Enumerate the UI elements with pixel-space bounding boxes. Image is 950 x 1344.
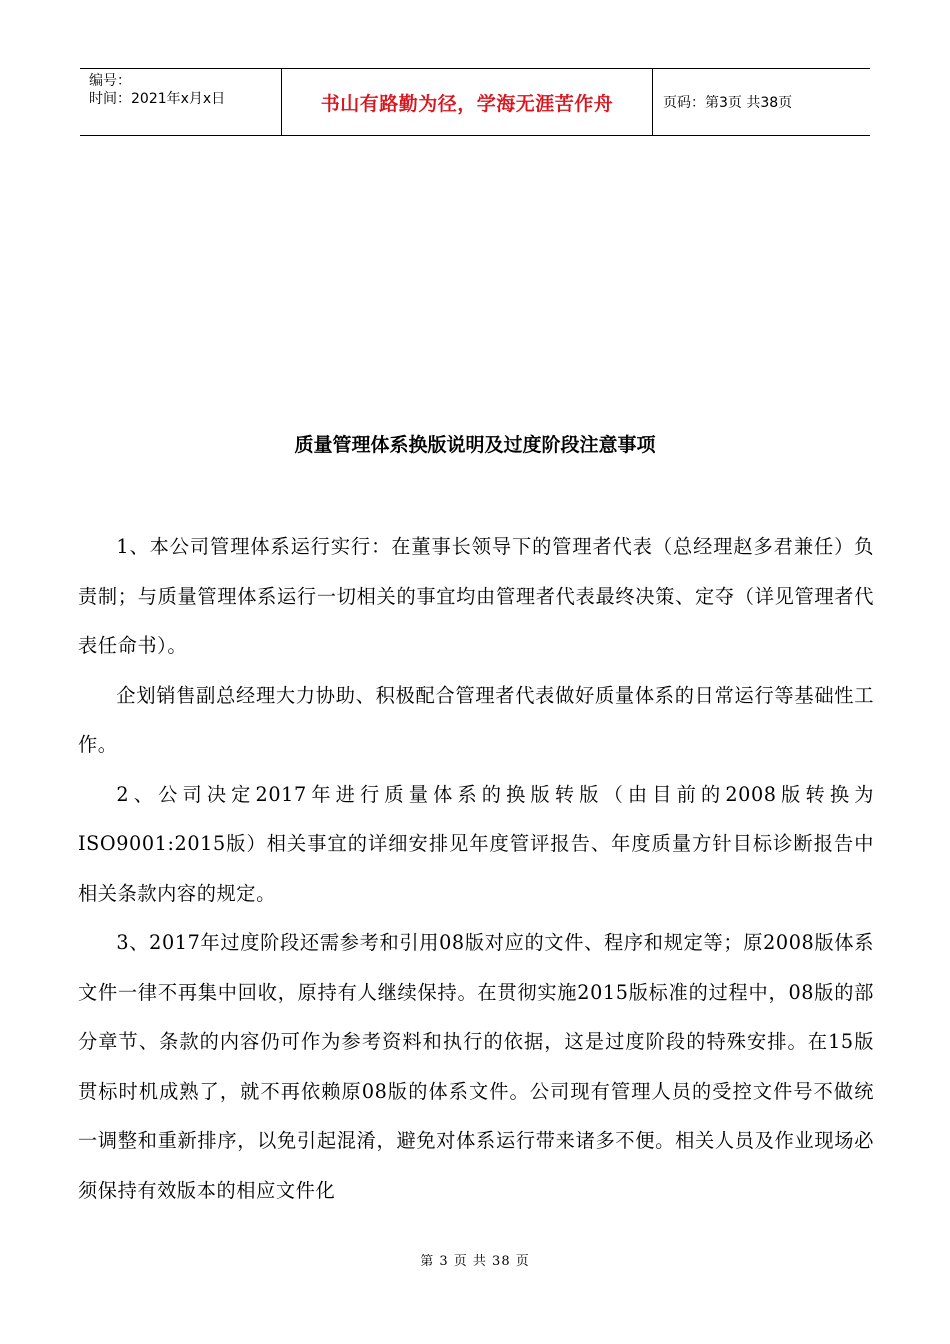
document-date-label: 时间：2021年x月x日 — [89, 91, 226, 107]
page-footer: 第 3 页 共 38 页 — [420, 1254, 530, 1269]
header-page-cell — [653, 69, 870, 135]
header-motto-cell — [282, 69, 653, 135]
document-number-label: 编号： — [89, 73, 131, 89]
header-motto: 书山有路勤为径，学海无涯苦作舟 — [320, 92, 614, 115]
paragraph: 企划销售副总经理大力协助、积极配合管理者代表做好质量体系的日常运行等基础性工作。 — [78, 683, 874, 756]
header-meta-cell — [80, 69, 282, 135]
document-title: 质量管理体系换版说明及过度阶段注意事项 — [294, 434, 656, 456]
page-header — [80, 68, 870, 136]
header-page-info: 页码：第3页 共38页 — [663, 95, 793, 111]
document-body — [78, 522, 874, 1215]
paragraph: 3、2017年过度阶段还需参考和引用08版对应的文件、程序和规定等；原2008版体系文件一律不再集中回收，原持有人继续保持。在贯彻实施2015版标准的过程中，08版的部分章节、条款的内容仍可作为参考资料和执行的依据，这是过度阶段的特殊安排。在15版贯标时机成熟了，就不再依赖原08版的体系文件。公司现有管理人员的受控文件号不做统一调整和重新排序，以免引起混淆，避免对体系运行带来诸多不便。相关人员及作业现场必须保持有效版本的相应文件化 — [78, 931, 874, 1202]
paragraph: 1、本公司管理体系运行实行：在董事长领导下的管理者代表（总经理赵多君兼任）负责制；与质量管理体系运行一切相关的事宜均由管理者代表最终决策、定夺（详见管理者代表任命书）。 — [78, 535, 874, 657]
paragraph: 2、公司决定2017年进行质量体系的换版转版（由目前的2008版转换为ISO9001:2015版）相关事宜的详细安排见年度管评报告、年度质量方针目标诊断报告中相关条款内容的规定。 — [78, 782, 874, 905]
